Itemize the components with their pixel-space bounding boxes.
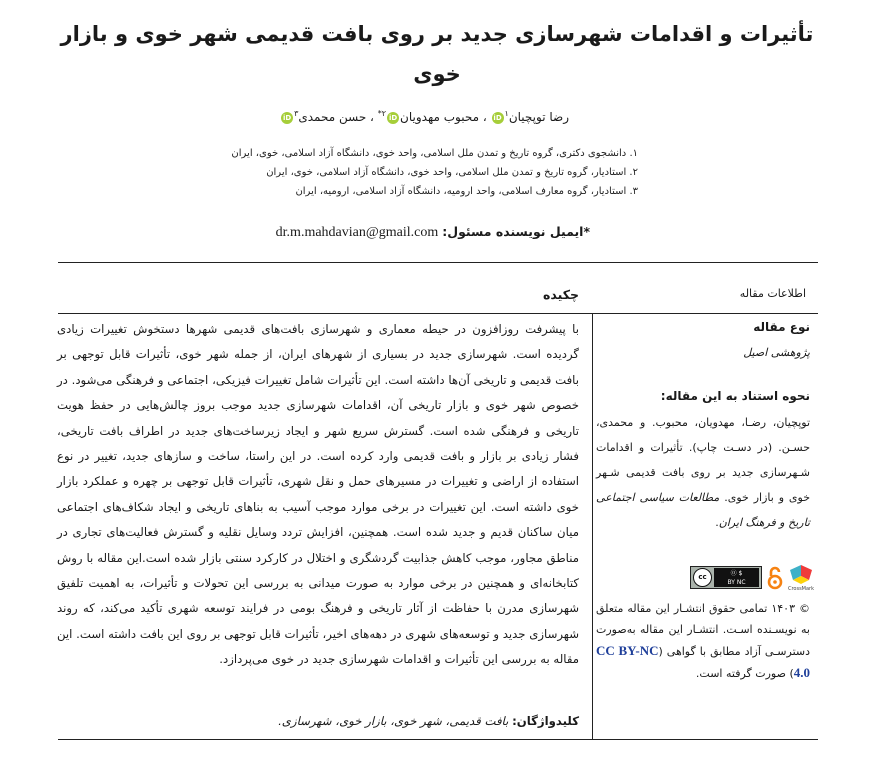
orcid-icon[interactable]: iD — [282, 113, 292, 122]
cc-by-nc-icon[interactable] — [690, 566, 762, 589]
keywords-value: بافت قدیمی، شهر خوی، بازار خوی، شهرسازی. — [278, 714, 509, 728]
nc-label: NC — [736, 579, 746, 586]
email-label: *ایمیل نویسنده مسئول: — [442, 224, 590, 239]
copyright-text: © ۱۴۰۳ تمامی حقوق انتشـار این مقاله متعلق به نویسـنده اسـت. انتشـار این مقاله به‌صورت دسترسـی آزاد مطابق با گواهی ( — [596, 602, 811, 658]
affiliation-1: ۱. دانشجوی دکتری، گروه تاریخ و تمدن ملل اسلامی، واحد خوی، دانشگاه آزاد اسلامی، خوی، ایران — [231, 148, 638, 159]
author-superscript: ۲* — [377, 109, 387, 118]
article-type-value: پژوهشی اصیل — [743, 346, 810, 359]
column-divider — [592, 313, 593, 739]
cc-icon: cc — [693, 568, 712, 587]
abstract-body: با پیشرفت روزافزون در حیطه معماری و شهرسازی بافت‌های قدیمی شهرها دستخوش تغییرات زیادی گردیده است. شهرسازی جدید در بسیاری از شهرهای ایران، از جمله شهر خوی، تأثیرات قابل توجهی بر بافت قدیمی و تاریخی آن‌ها داشته است. این تأثیرات شامل تغییرات فیزیکی، اجتماعی و فرهنگی می‌شود. در خصوص شهر خوی و بازار تاریخی آن، اقدامات شهرسازی جدید موجب بروز چالش‌هایی در حفظ هویت تاریخی و فرهنگی شده است. گسترش سریع شهر و ایجاد زیرساخت‌های جدید در اطراف بافت تاریخی، فشار زیادی بر بازار و بافت قدیمی وارد کرده است. در این راستا، ساخت و سازهای جدید، تغییر در نوع استفاده از اراضی و تغییرات در مسیرهای حمل و نقل شهری، تأثیرات قابل توجهی بر چهره و عملکرد بازار خوی داشته است. این تغییرات در برخی موارد موجب آسیب به بناهای تاریخی و ایجاد شکاف‌های اجتماعی میان ساکنان قدیم و جدید شده است. همچنین، افزایش تردد وسایل نقلیه و گسترش فعالیت‌های تجاری در مناطق مجاور، موجب کاهش جذابیت گردشگری و اختلال در کارکرد سنتی بازار شده است.این مقاله با روش کتابخانه‌ای و همچنین در برخی موارد به صورت میدانی به بررسی این تحولات و تأثیرات، به اهمیت تلفیق شهرسازی مدرن با حفاظت از آثار تاریخی و فرهنگ بومی در فرایند توسعه شهری تأکید می‌کند، که روند شهرسازی جدید و توسعه‌های شهری در دهه‌های اخیر، تأثیرات قابل توجهی بر روی این بافت داشته است. این مقاله به بررسی این تأثیرات و اقدامات شهرسازی جدید در خوی می‌پردازد. — [57, 322, 579, 667]
crossmark-label: CrossMark — [787, 586, 815, 591]
paper-title: تأثیرات و اقدامات شهرسازی جدید بر روی بافت قدیمی شهر خوی و بازار خوی — [60, 22, 814, 86]
citation-label: نحوه استناد به این مقاله: — [660, 389, 810, 403]
orcid-icon[interactable]: iD — [493, 113, 502, 122]
divider-bottom — [58, 739, 818, 740]
by-label: BY — [727, 579, 735, 586]
journal-name: مطالعات سیاسی اجتماعی تاریخ و فرهنگ ایران — [596, 491, 810, 529]
author-list — [280, 104, 569, 127]
author-name: ، محبوب مهدویان — [400, 110, 487, 124]
author-name: رضا توپچیان — [508, 110, 569, 124]
orcid-icon[interactable]: iD — [388, 113, 398, 122]
email-address-link[interactable]: dr.m.mahdavian@gmail.com — [275, 225, 439, 240]
crossmark-icon[interactable] — [786, 563, 816, 591]
by-nc-badge: ⓪ $ BY NC — [714, 568, 759, 587]
abstract-heading: چکیده — [543, 287, 579, 302]
citation-main: توپچیان، رضـا، مهدویان، محبوب. و محمدی، حسـن. (در دسـت چاپ). تأثیرات و اقدامات شـهرسازی جدید بر روی بافت قدیمی شـهر خوی و بازار خوی. — [596, 416, 810, 504]
keywords — [57, 710, 579, 732]
citation-text — [596, 410, 810, 535]
author-superscript: ۱ — [504, 109, 509, 118]
divider-top — [58, 262, 818, 263]
copyright-end: ) صورت گرفته است. — [695, 667, 794, 680]
author-name: ، حسن محمدی — [298, 110, 374, 124]
open-access-icon[interactable] — [767, 566, 783, 590]
divider-middle — [58, 313, 818, 314]
license-link[interactable]: CC BY-NC 4.0 — [596, 643, 810, 680]
article-info-heading: اطلاعات مقاله — [739, 287, 806, 300]
author-superscript: ۳ — [294, 109, 299, 118]
corresponding-email — [276, 222, 590, 243]
keywords-label: کلیدواژگان: — [512, 714, 579, 728]
citation-end: . — [715, 516, 719, 529]
copyright-notice — [596, 598, 810, 684]
affiliation-3: ۳. استادیار، گروه معارف اسلامی، واحد ارومیه، دانشگاه آزاد اسلامی، ارومیه، ایران — [295, 186, 638, 197]
article-type-label: نوع مقاله — [753, 320, 810, 334]
affiliation-2: ۲. استادیار، گروه تاریخ و تمدن ملل اسلامی، واحد خوی، دانشگاه آزاد اسلامی، خوی، ایران — [266, 167, 638, 178]
